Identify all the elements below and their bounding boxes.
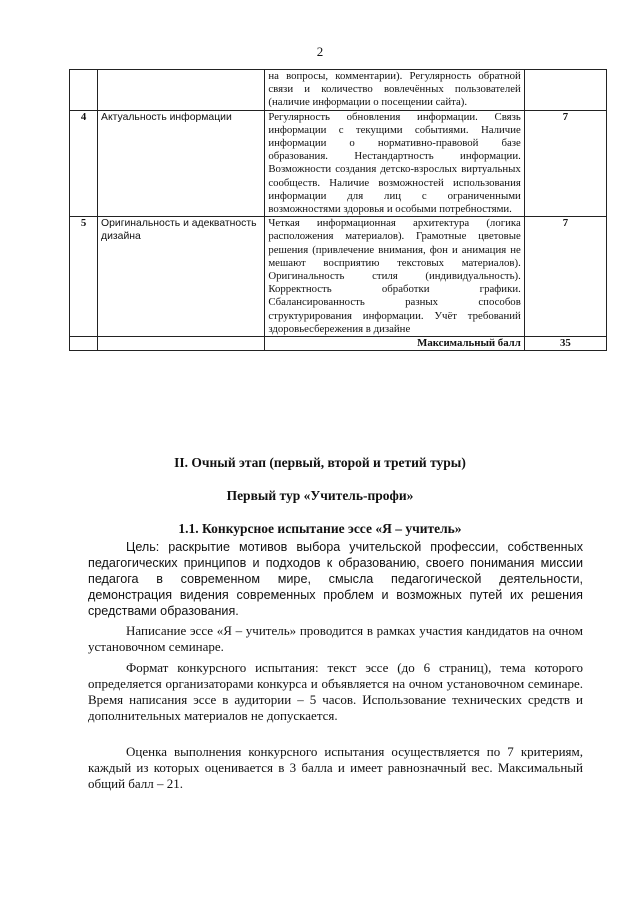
paragraph-essay-writing: Написание эссе «Я – учитель» проводится в рамках участия кандидатов на очном установочном семинаре. <box>88 623 583 654</box>
paragraph-format: Формат конкурсного испытания: текст эссе (до 6 страниц), тема которого определяется организаторами конкурса и объявляется на очном установочном семинаре. Время написания эссе в аудитории – 5 часов. Использование технических средств и дополнительных материалов не допускается. <box>88 660 583 723</box>
criterion-description: Регулярность обновления информации. Связь информации с текущими событиями. Наличие информации о нормативно-правовой базе образования. Нестандартность информации. Возможности создания детско-взрослых виртуальных сообществ. Наличие возможностей использования информации для лиц с ограниченными возможностями здоровья и особыми потребностями. <box>265 110 524 217</box>
table-row <box>70 110 607 217</box>
total-value: 35 <box>524 337 606 351</box>
table-row <box>70 70 607 111</box>
criterion-score <box>524 70 606 111</box>
subsection-title: 1.1. Конкурсное испытание эссе «Я – учитель» <box>178 521 462 536</box>
criterion-name <box>98 70 265 111</box>
empty-cell <box>98 337 265 351</box>
criterion-number <box>70 70 98 111</box>
section-title: II. Очный этап (первый, второй и третий туры) <box>174 455 466 470</box>
tour-title: Первый тур «Учитель-профи» <box>226 488 414 503</box>
paragraph-goal: Цель: раскрытие мотивов выбора учительской профессии, собственных педагогических принципов и подходов к образованию, своего понимания миссии педагога в современном мире, смысла педагогической деятельности, демонстрация видения современных проблем и возможных путей их решения средствами образования. <box>88 540 583 618</box>
criteria-table <box>69 69 607 351</box>
criterion-number: 4 <box>70 110 98 217</box>
criterion-name: Актуальность информации <box>98 110 265 217</box>
empty-cell <box>70 337 98 351</box>
criterion-score: 7 <box>524 217 606 337</box>
criterion-number: 5 <box>70 217 98 337</box>
criterion-score: 7 <box>524 110 606 217</box>
criterion-name: Оригинальность и адекватность дизайна <box>98 217 265 337</box>
total-label: Максимальный балл <box>265 337 524 351</box>
criterion-description: на вопросы, комментарии). Регулярность обратной связи и количество вовлечённых пользователей (наличие информации о посещении сайта). <box>265 70 524 111</box>
criterion-description: Четкая информационная архитектура (логика расположения материалов). Грамотные цветовые решения (привлечение внимания, фон и анимация не мешают восприятию текстовых материалов). Оригинальность стиля (индивидуальность). Корректность обработки графики. Сбалансированность разных способов структурирования информации. Учёт требований здоровьесбережения в дизайне <box>265 217 524 337</box>
table-row <box>70 217 607 337</box>
page-number: 2 <box>316 44 324 59</box>
table-total-row <box>70 337 607 351</box>
paragraph-evaluation: Оценка выполнения конкурсного испытания осуществляется по 7 критериям, каждый из которых оценивается в 3 балла и имеет равнозначный вес. Максимальный общий балл – 21. <box>88 744 583 791</box>
